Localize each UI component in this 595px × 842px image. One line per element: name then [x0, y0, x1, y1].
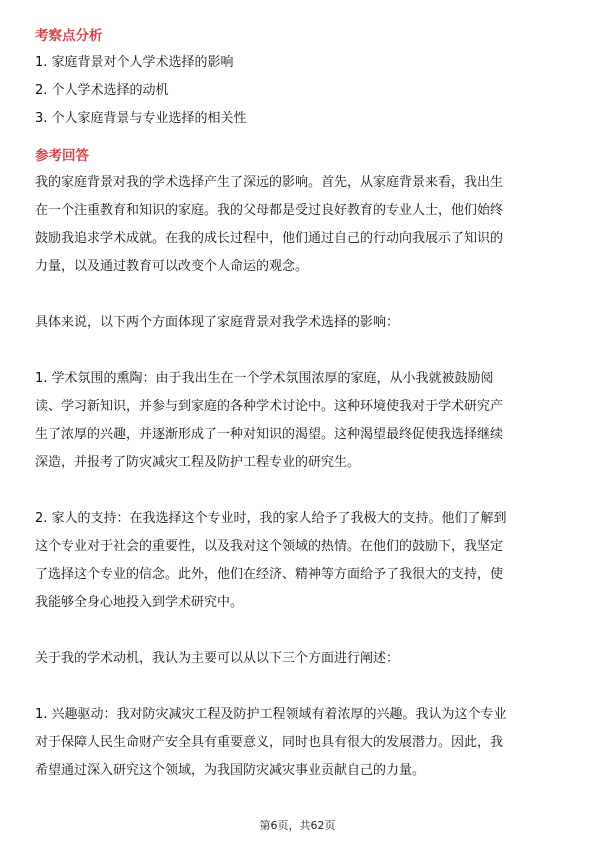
answer-p5-line-1: 关于我的学术动机，我认为主要可以从以下三个方面进行阐述： — [35, 651, 400, 666]
analysis-point-2: 2. 个人学术选择的动机 — [35, 83, 169, 98]
analysis-heading: 考察点分析 — [35, 28, 103, 44]
answer-p3-line-2: 读、学习新知识，并参与到家庭的各种学术讨论中。这种环境使我对于学术研究产 — [35, 399, 504, 414]
answer-p1-line-3: 鼓励我追求学术成就。在我的成长过程中，他们通过自己的行动向我展示了知识的 — [35, 231, 504, 246]
answer-p2-line-1: 具体来说，以下两个方面体现了家庭背景对我学术选择的影响： — [35, 315, 400, 330]
answer-p4-line-1: 2. 家人的支持：在我选择这个专业时，我的家人给予了我极大的支持。他们了解到 — [35, 511, 507, 526]
answer-p6-line-1: 1. 兴趣驱动：我对防灾减灾工程及防护工程领域有着浓厚的兴趣。我认为这个专业 — [35, 707, 507, 722]
answer-p4-line-4: 我能够全身心地投入到学术研究中。 — [35, 595, 244, 610]
answer-p4-line-3: 了选择这个专业的信念。此外，他们在经济、精神等方面给予了我很大的支持，使 — [35, 567, 504, 582]
answer-p3-line-3: 生了浓厚的兴趣，并逐渐形成了一种对知识的渴望。这种渴望最终促使我选择继续 — [35, 427, 504, 442]
analysis-point-3: 3. 个人家庭背景与专业选择的相关性 — [35, 111, 247, 126]
answer-p3-line-4: 深造，并报考了防灾减灾工程及防护工程专业的研究生。 — [35, 455, 361, 470]
answer-p3-line-1: 1. 学术氛围的熏陶：由于我出生在一个学术氛围浓厚的家庭，从小我就被鼓励阅 — [35, 371, 494, 386]
answer-p4-line-2: 这个专业对于社会的重要性，以及我对这个领域的热情。在他们的鼓励下，我坚定 — [35, 539, 504, 554]
page-number-footer: 第6页，共62页 — [259, 819, 336, 832]
answer-p6-line-3: 希望通过深入研究这个领域，为我国防灾减灾事业贡献自己的力量。 — [35, 763, 426, 778]
analysis-point-1: 1. 家庭背景对个人学术选择的影响 — [35, 55, 234, 70]
answer-p1-line-1: 我的家庭背景对我的学术选择产生了深远的影响。首先，从家庭背景来看，我出生 — [35, 175, 504, 190]
answer-p1-line-4: 力量，以及通过教育可以改变个人命运的观念。 — [35, 259, 309, 274]
answer-p1-line-2: 在一个注重教育和知识的家庭。我的父母都是受过良好教育的专业人士，他们始终 — [35, 203, 504, 218]
answer-p6-line-2: 对于保障人民生命财产安全具有重要意义，同时也具有很大的发展潜力。因此，我 — [35, 735, 504, 750]
answer-heading: 参考回答 — [35, 148, 89, 164]
